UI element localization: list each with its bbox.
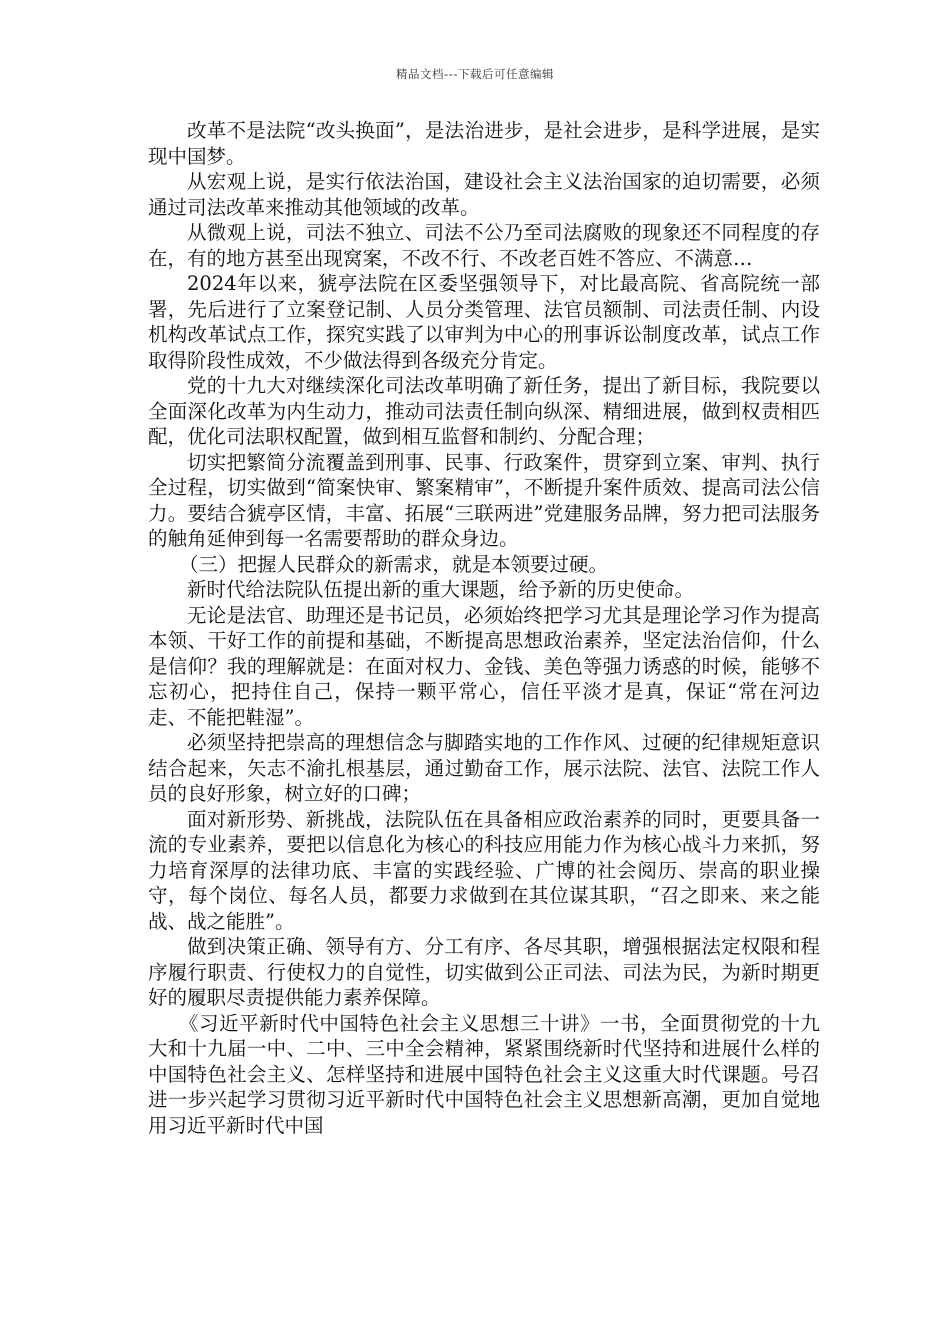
paragraph: 面对新形势、新挑战，法院队伍在具备相应政治素养的同时，更要具备一流的专业素养，要把以信息化为核心的科技应用能力作为核心战斗力来抓，努力培育深厚的法律功底、丰富的实践经验、广博的社会阅历、崇高的职业操守，每个岗位、每名人员，都要力求做到在其位谋其职，“召之即来、来之能战、战之能胜”。	[148, 807, 820, 933]
paragraph: 从宏观上说，是实行依法治国，建设社会主义法治国家的迫切需要，必须通过司法改革来推动其他领域的改革。	[148, 170, 820, 219]
document-body	[148, 118, 820, 1138]
page-header: 精品文档---下载后可任意编辑	[396, 67, 554, 81]
paragraph: 切实把繁简分流覆盖到刑事、民事、行政案件，贯穿到立案、审判、执行全过程，切实做到“简案快审、繁案精审”，不断提升案件质效、提高司法公信力。要结合猇亭区情，丰富、拓展“三联两进”党建服务品牌，努力把司法服务的触角延伸到每一名需要帮助的群众身边。	[148, 450, 820, 550]
paragraph: 《习近平新时代中国特色社会主义思想三十讲》一书，全面贯彻党的十九大和十九届一中、二中、三中全会精神，紧紧围绕新时代坚持和进展什么样的中国特色社会主义、怎样坚持和进展中国特色社会主义这重大时代课题。号召进一步兴起学习贯彻习近平新时代中国特色社会主义思想新高潮，更加自觉地用习近平新时代中国	[148, 1011, 820, 1137]
paragraph: 必须坚持把崇高的理想信念与脚踏实地的工作作风、过硬的纪律规矩意识结合起来，矢志不渝扎根基层，通过勤奋工作，展示法院、法官、法院工作人员的良好形象，树立好的口碑；	[148, 731, 820, 805]
paragraph: 做到决策正确、领导有方、分工有序、各尽其职，增强根据法定权限和程序履行职责、行使权力的自觉性，切实做到公正司法、司法为民，为新时期更好的履职尽责提供能力素养保障。	[148, 935, 820, 1009]
paragraph: 2024年以来，猇亭法院在区委坚强领导下，对比最高院、省高院统一部署，先后进行了立案登记制、人员分类管理、法官员额制、司法责任制、内设机构改革试点工作，探究实践了以审判为中心的刑事诉讼制度改革，试点工作取得阶段性成效，不少做法得到各级充分肯定。	[148, 272, 820, 372]
paragraph: 新时代给法院队伍提出新的重大课题，给予新的历史使命。	[187, 578, 695, 601]
paragraph: 无论是法官、助理还是书记员，必须始终把学习尤其是理论学习作为提高本领、干好工作的前提和基础，不断提高思想政治素养，坚定法治信仰，什么是信仰？我的理解就是：在面对权力、金钱、美色等强力诱惑的时候，能够不忘初心，把持住自己，保持一颗平常心，信任平淡才是真，保证“常在河边走、不能把鞋湿”。	[148, 603, 820, 729]
paragraph: 党的十九大对继续深化司法改革明确了新任务，提出了新目标，我院要以全面深化改革为内生动力，推动司法责任制向纵深、精细进展，做到权责相匹配，优化司法职权配置，做到相互监督和制约、分配合理；	[148, 374, 820, 448]
section-heading: （三）把握人民群众的新需求，就是本领要过硬。	[179, 552, 609, 576]
paragraph: 改革不是法院“改头换面”，是法治进步，是社会进步，是科学进展，是实现中国梦。	[148, 119, 820, 168]
paragraph: 从微观上说，司法不独立、司法不公乃至司法腐败的现象还不同程度的存在，有的地方甚至出现窝案，不改不行、不改老百姓不答应、不满意…	[148, 221, 820, 270]
